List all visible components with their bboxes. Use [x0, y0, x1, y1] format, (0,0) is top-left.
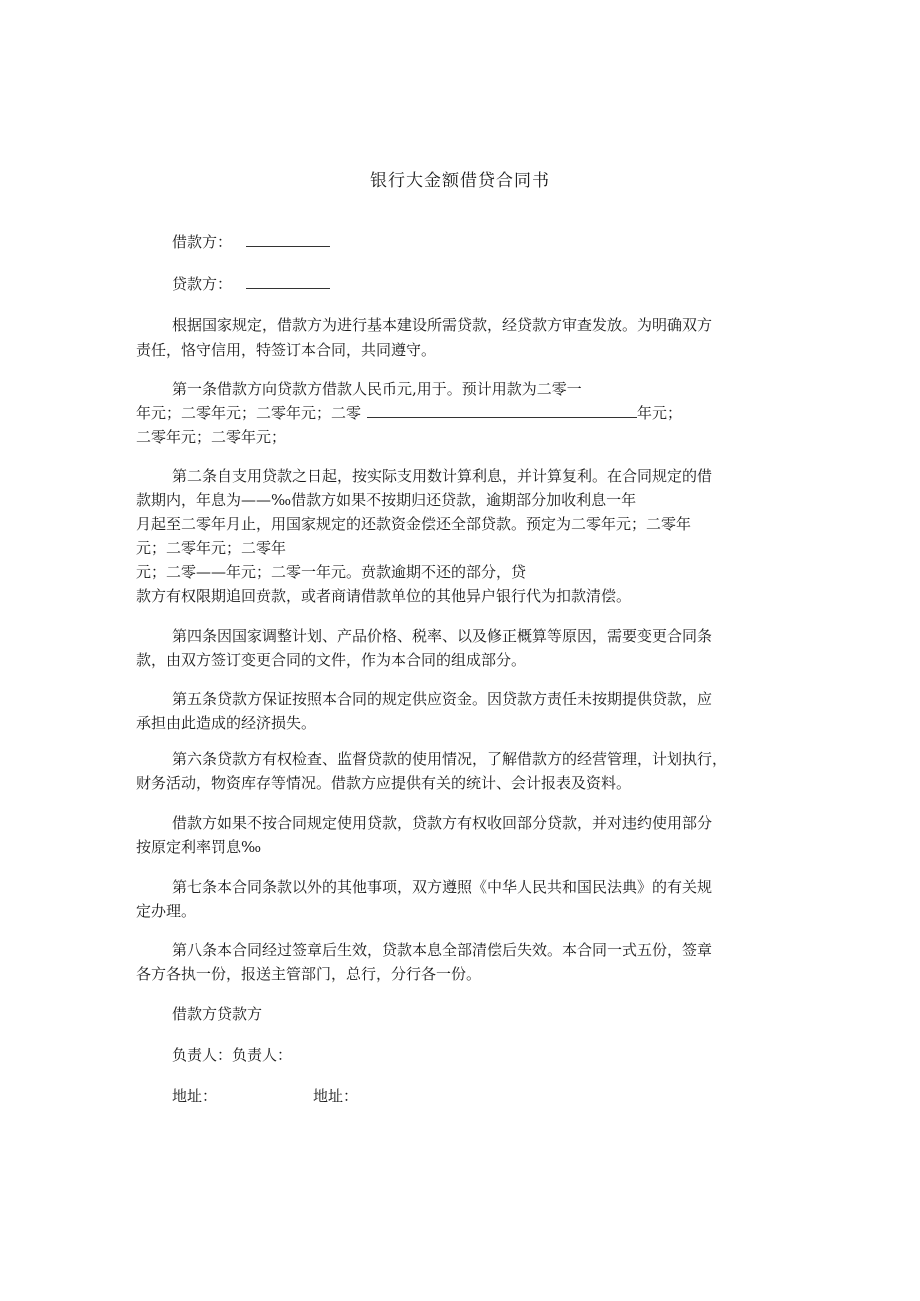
article-6-line-1: 第六条贷款方有权检查、监督贷款的使用情况，了解借款方的经营管理，计划执行， — [172, 750, 728, 768]
article-8-line-1: 第八条本合同经过签章后生效，贷款本息全部清偿后失效。本合同一式五份，签章 — [172, 941, 713, 959]
article-2-line-6: 款方有权限期追回贲款，或者商请借款单位的其他异户银行代为扣款清偿。 — [136, 587, 632, 605]
article-2-line-5: 元；二零——年元；二零一年元。贲款逾期不还的部分，贷 — [136, 563, 527, 581]
intro-line-1: 根据国家规定，借款方为进行基本建设所需贷款，经贷款方审查发放。为明确双方 — [172, 316, 713, 334]
document-title: 银行大金额借贷合同书 — [370, 171, 550, 191]
article-5-line-1: 第五条贷款方保证按照本合同的规定供应资金。因贷款方责任未按期提供贷款，应 — [172, 690, 713, 708]
article-7-line-2: 定办理。 — [136, 902, 197, 920]
article-1-line-3: 二零年元；二零年元； — [136, 428, 287, 446]
lender-label: 贷款方： — [172, 275, 233, 293]
address-right: 地址： — [313, 1087, 359, 1105]
article-7-line-1: 第七条本合同条款以外的其他事项，双方遵照《中华人民共和国民法典》的有关规 — [172, 878, 713, 896]
article-1-line-2-text: 年元；二零年元；二零年元；二零 — [136, 404, 362, 422]
article-1-line-2 — [136, 402, 682, 424]
penalty-line-2: 按原定利率罚息‰ — [136, 838, 262, 856]
article-2-line-4: 元；二零年元；二零年 — [136, 539, 287, 557]
article-1-line-1: 第一条借款方向贷款方借款人民币元,用于。预计用款为二零一 — [172, 380, 582, 398]
responsible-line: 负责人：负责人： — [172, 1046, 293, 1064]
parties-line: 借款方贷款方 — [172, 1005, 263, 1023]
article-4-line-1: 第四条因国家调整计划、产品价格、税率、以及修正概算等原因，需要变更合同条 — [172, 627, 713, 645]
article-2-line-1: 第二条自支用贷款之日起，按实际支用数计算利息，并计算复利。在合同规定的借 — [172, 467, 713, 485]
lender-blank — [246, 274, 330, 289]
article-2-line-3: 月起至二零年月止，用国家规定的还款资金偿还全部贷款。预定为二零年元；二零年 — [136, 515, 692, 533]
borrower-label: 借款方： — [172, 233, 233, 251]
article-1-blank — [367, 403, 637, 418]
article-8-line-2: 各方各执一份，报送主管部门，总行，分行各一份。 — [136, 965, 482, 983]
borrower-blank — [246, 232, 330, 247]
intro-line-2: 责任，恪守信用，特签订本合同，共同遵守。 — [136, 341, 437, 359]
article-4-line-2: 款，由双方签订变更合同的文件，作为本合同的组成部分。 — [136, 651, 527, 669]
article-5-line-2: 承担由此造成的经济损失。 — [136, 714, 317, 732]
penalty-line-1: 借款方如果不按合同规定使用贷款，贷款方有权收回部分贷款，并对违约使用部分 — [172, 814, 713, 832]
article-1-line-2-tail: 年元； — [637, 404, 683, 422]
address-left: 地址： — [172, 1087, 218, 1105]
article-6-line-2: 财务活动，物资库存等情况。借款方应提供有关的统计、会计报表及资料。 — [136, 774, 632, 792]
lender-line — [172, 273, 330, 295]
article-2-line-2: 款期内，年息为——‰借款方如果不按期归还贷款，逾期部分加收利息一年 — [136, 491, 637, 509]
borrower-line — [172, 231, 330, 253]
